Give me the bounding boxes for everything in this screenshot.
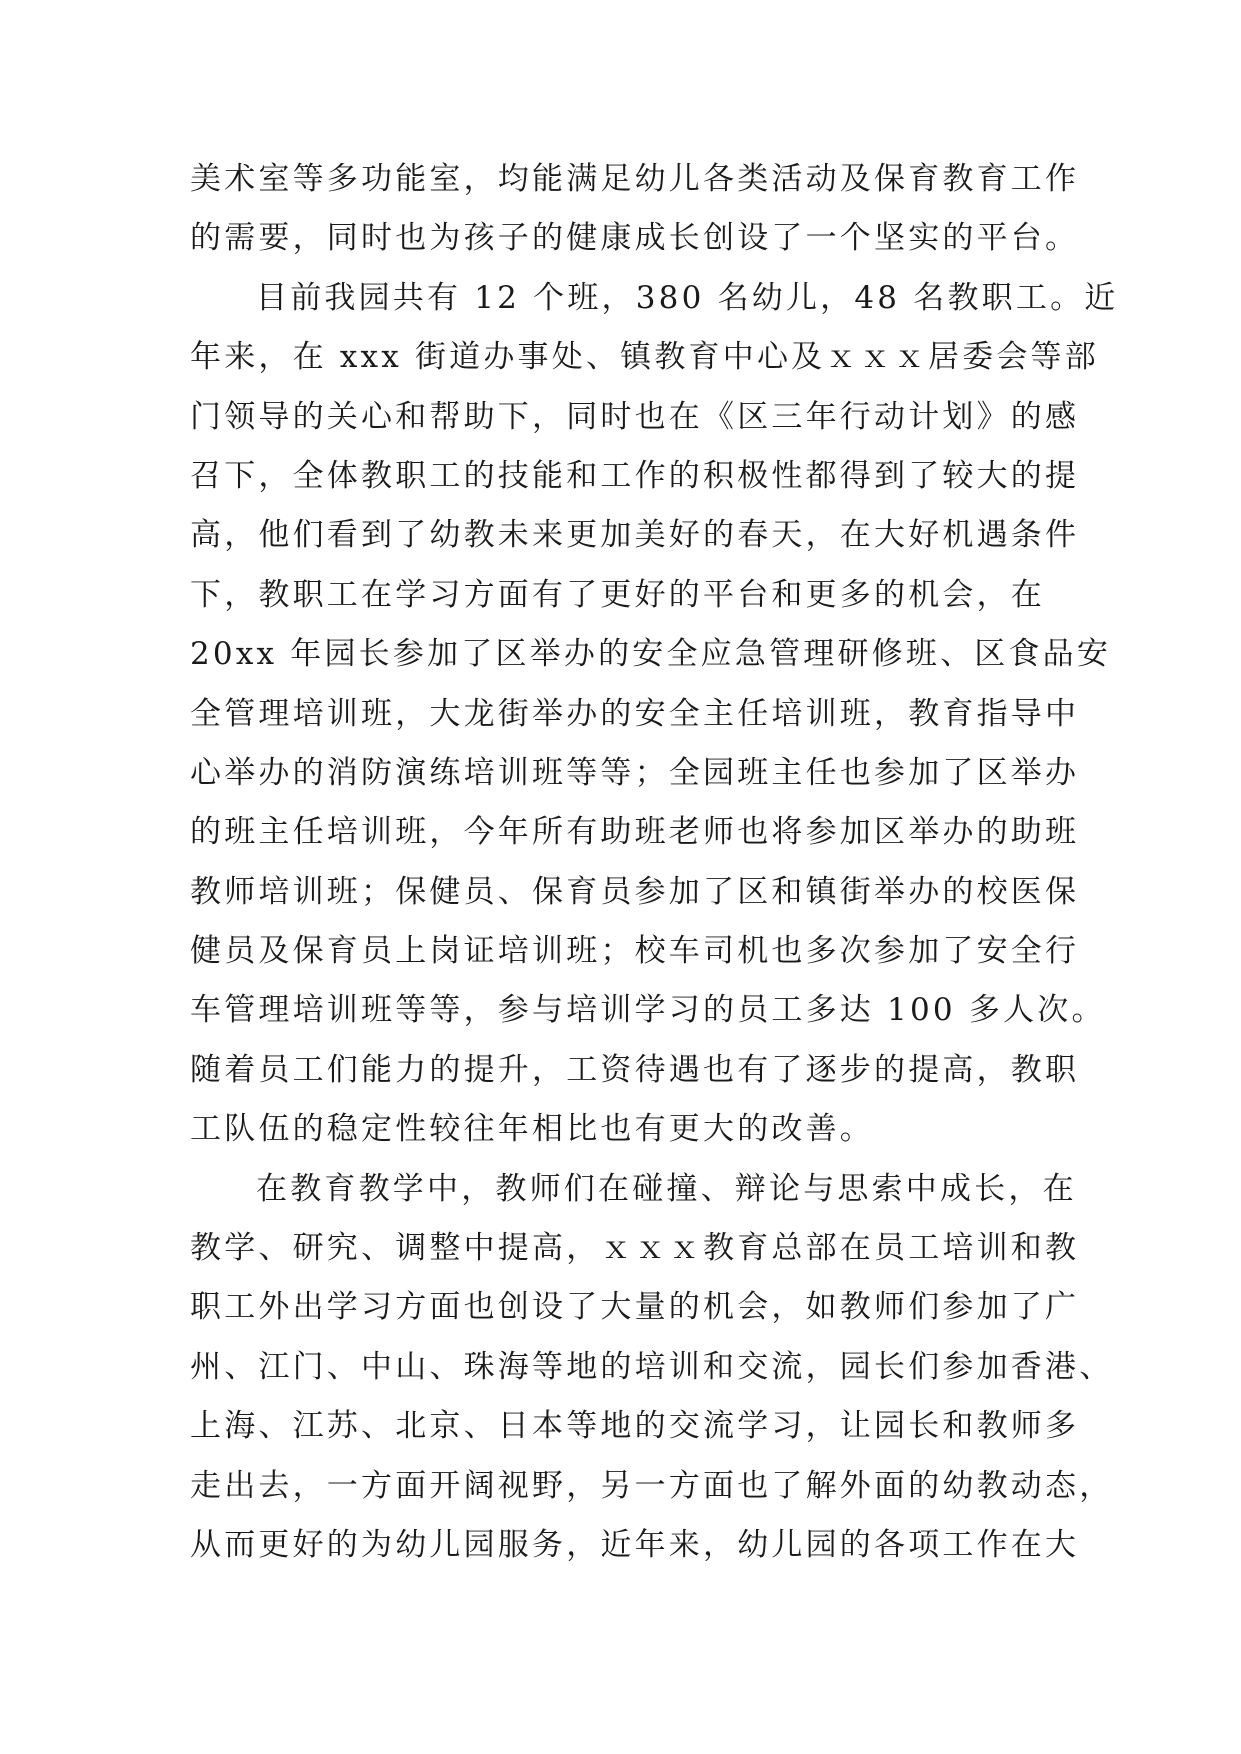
text-line: 的需要，同时也为孩子的健康成长创设了一个坚实的平台。 [190, 220, 1080, 257]
paragraph-start-line: 在教育教学中，教师们在碰撞、辩论与思索中成长，在 [256, 1170, 1077, 1207]
text-line: 工队伍的稳定性较往年相比也有更大的改善。 [190, 1111, 874, 1148]
text-line: 心举办的消防演练培训班等等；全园班主任也参加了区举办 [190, 754, 1080, 791]
body-text [190, 150, 1119, 1575]
text-line: 教师培训班；保健员、保育员参加了区和镇街举办的校医保 [190, 873, 1080, 910]
text-line: 职工外出学习方面也创设了大量的机会，如教师们参加了广 [190, 1289, 1080, 1326]
text-line: 全管理培训班，大龙街举办的安全主任培训班，教育指导中 [190, 695, 1080, 732]
text-line: 从而更好的为幼儿园服务，近年来，幼儿园的各项工作在大 [190, 1526, 1080, 1563]
text-line: 州、江门、中山、珠海等地的培训和交流，园长们参加香港、 [190, 1348, 1114, 1385]
paragraph-start-line: 目前我园共有 12 个班，380 名幼儿，48 名教职工。近 [256, 279, 1119, 316]
text-line: 门领导的关心和帮助下，同时也在《区三年行动计划》的感 [190, 398, 1080, 435]
text-line: 车管理培训班等等，参与培训学习的员工多达 100 多人次。 [190, 992, 1106, 1029]
text-line: 教学、研究、调整中提高，ｘｘｘ教育总部在员工培训和教 [190, 1230, 1080, 1267]
text-line: 下，教职工在学习方面有了更好的平台和更多的机会，在 [190, 576, 1045, 613]
text-line: 走出去，一方面开阔视野，另一方面也了解外面的幼教动态， [190, 1467, 1114, 1504]
text-line: 20xx 年园长参加了区举办的安全应急管理研修班、区食品安 [190, 636, 1112, 673]
text-line: 上海、江苏、北京、日本等地的交流学习，让园长和教师多 [190, 1408, 1080, 1445]
text-line: 高，他们看到了幼教未来更加美好的春天，在大好机遇条件 [190, 517, 1080, 554]
text-line: 随着员工们能力的提升，工资待遇也有了逐步的提高，教职 [190, 1051, 1080, 1088]
text-line: 的班主任培训班，今年所有助班老师也将参加区举办的助班 [190, 814, 1080, 851]
text-line: 召下，全体教职工的技能和工作的积极性都得到了较大的提 [190, 457, 1080, 494]
text-line: 健员及保育员上岗证培训班；校车司机也多次参加了安全行 [190, 933, 1080, 970]
text-line: 年来，在 xxx 街道办事处、镇教育中心及ｘｘｘ居委会等部 [190, 339, 1099, 376]
text-line: 美术室等多功能室，均能满足幼儿各类活动及保育教育工作 [190, 161, 1080, 197]
